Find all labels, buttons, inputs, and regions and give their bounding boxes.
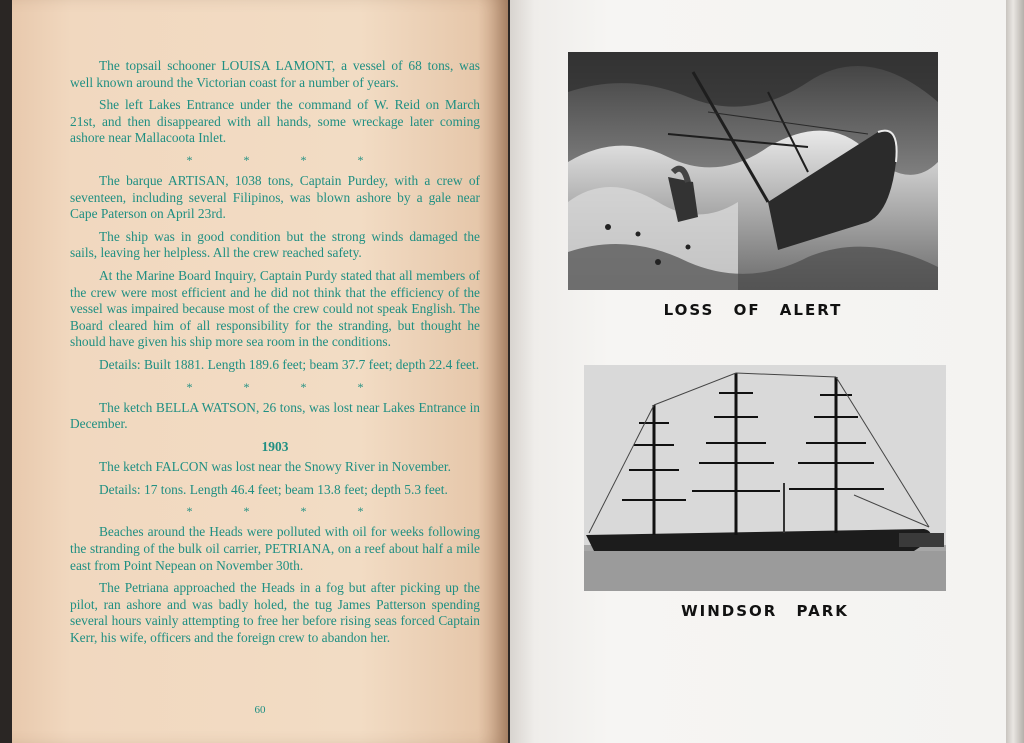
paragraph-petriana: Beaches around the Heads were polluted with oil for weeks following the stranding of the bulk oil carrier, PETRIANA, on a reef about half a mile east from Point Nepean on November 30th.: [70, 524, 480, 573]
windsor-park-photograph: [584, 365, 946, 591]
paragraph-falcon: The ketch FALCON was lost near the Snowy River in November.: [99, 459, 451, 475]
paragraph-louisa-lamont-fate: She left Lakes Entrance under the command of W. Reid on March 21st, and then disappeared with all hands, some wreckage later coming ashore near Mallacoota Inlet.: [70, 97, 480, 146]
paragraph-artisan-details: Details: Built 1881. Length 189.6 feet; beam 37.7 feet; depth 22.4 feet.: [99, 356, 480, 372]
left-page-text: [70, 58, 480, 653]
left-page: [12, 0, 508, 743]
paragraph-petriana-stranding: The Petriana approached the Heads in a fog but after picking up the pilot, ran ashore and was badly holed, the tug James Patterson spending several hours vainly attempting to free her before rising seas forced Captain Kerr, his wife, officers and the foreign crew to abandon her.: [70, 580, 480, 646]
paragraph-artisan-damage: The ship was in good condition but the strong winds damaged the sails, leaving her helpless. All the crew reached safety.: [70, 228, 480, 261]
section-separator: * * * *: [186, 152, 388, 167]
year-heading: 1903: [261, 438, 289, 454]
page-number: 60: [254, 704, 266, 716]
sailing-ship-photo: [584, 365, 946, 591]
caption-loss-of-alert: LOSS OF ALERT: [663, 301, 843, 319]
caption-windsor-park: WINDSOR PARK: [681, 602, 849, 620]
paragraph-falcon-details: Details: 17 tons. Length 46.4 feet; beam 13.8 feet; depth 5.3 feet.: [99, 481, 448, 497]
section-separator: * * * *: [186, 504, 388, 519]
section-separator: * * * *: [186, 379, 388, 394]
page-edge: [1006, 0, 1024, 743]
paragraph-louisa-lamont: The topsail schooner LOUISA LAMONT, a vessel of 68 tons, was well known around the Victorian coast for a number of years.: [70, 58, 480, 90]
loss-of-alert-illustration: [568, 52, 938, 290]
paragraph-bella-watson: The ketch BELLA WATSON, 26 tons, was lost near Lakes Entrance in December.: [70, 399, 480, 432]
storm-ship-drawing: [568, 52, 938, 290]
paragraph-artisan-inquiry: At the Marine Board Inquiry, Captain Purdy stated that all members of the crew were most efficient and he did not think that the efficiency of the vessel was impaired because most of the crew could not speak English. The Board cleared him of all responsibility for the stranding, but thought he should have given his ship more sea room in the conditions.: [70, 267, 480, 350]
paragraph-artisan: The barque ARTISAN, 1038 tons, Captain Purdey, with a crew of seventeen, including several Filipinos, was blown ashore by a gale near Cape Paterson on April 23rd.: [70, 172, 480, 222]
